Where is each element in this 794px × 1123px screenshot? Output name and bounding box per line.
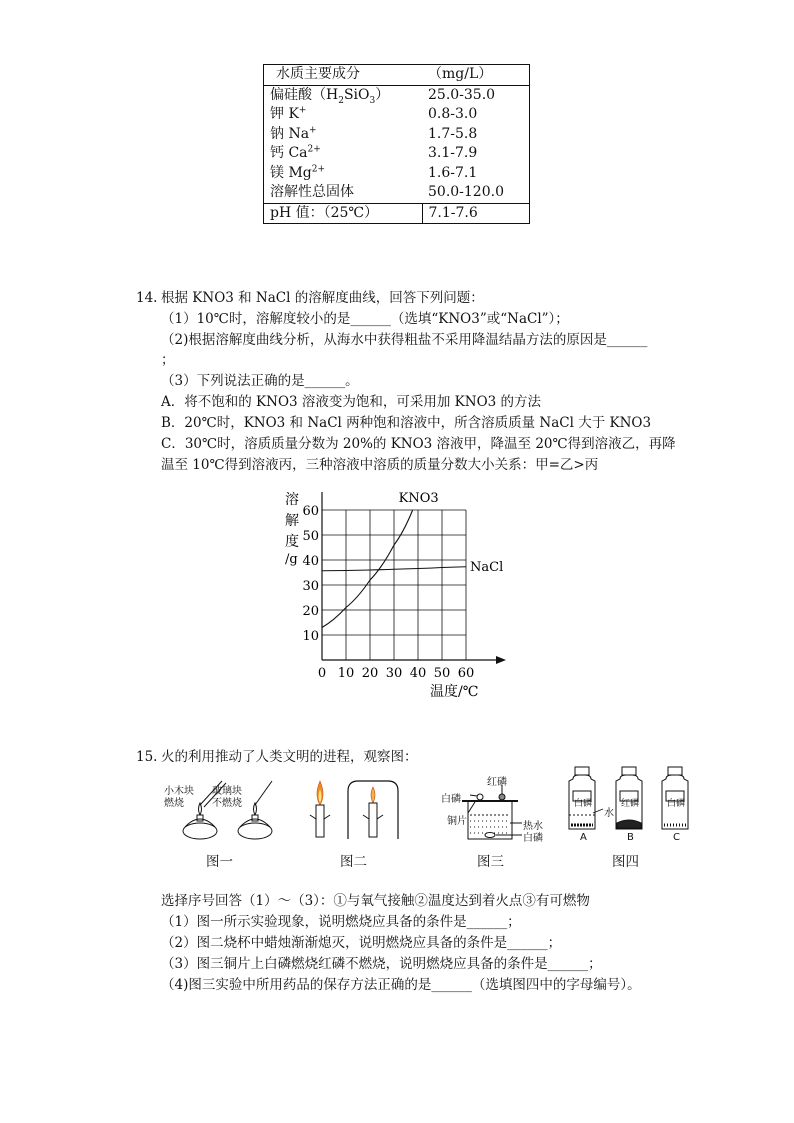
x-axis-arrow (496, 656, 506, 664)
q15-number: 15. (136, 749, 158, 765)
table-cell-value: 3.1-7.9 (428, 145, 478, 161)
fig3-caption: 图三 (477, 854, 504, 870)
y-tick-label: 10 (302, 629, 319, 644)
x-tick-label: 50 (433, 666, 451, 681)
table-footer-row (264, 203, 530, 224)
y-tick-label: 20 (302, 604, 319, 619)
y-tick-label: 60 (302, 504, 319, 519)
table-cell-value: 25.0-35.0 (428, 86, 496, 103)
fig2-caption: 图二 (340, 854, 367, 870)
chart-axes (322, 492, 506, 664)
fig4-bottle-c-label: 白磷 (667, 799, 686, 809)
fig1-right-label: 玻璃块不燃烧 (212, 786, 242, 809)
q14-part2-tail: ； (161, 352, 175, 368)
y-axis-label-char4: /g (285, 552, 298, 567)
chart-series (322, 491, 503, 628)
q15-stem: 火的利用推动了人类文明的进程，观察图： (161, 749, 418, 765)
q14-option-a: A．将不饱和的 KNO3 溶液变为饱和，可采用加 KNO3 的方法 (161, 394, 542, 410)
q14-part2: （2)根据溶解度曲线分析，从海水中获得粗盐不采用降温结晶方法的原因是______ (161, 332, 648, 348)
x-tick-label: 60 (457, 666, 475, 681)
table-cell-value: 1.7-5.8 (428, 125, 478, 142)
table-cell-value: 7.1-7.6 (428, 204, 478, 221)
fig4-bottle-b-label: 红磷 (621, 799, 640, 809)
q14-part1: （1）10℃时，溶解度较小的是______（选填“KNO3”或“NaCl”）； (161, 311, 569, 327)
fig3-red-phosphorus-label: 红磷 (487, 777, 507, 788)
table-cell-name: 钾 K+ (270, 105, 307, 122)
y-axis-label-char1: 溶 (285, 492, 299, 508)
fig4-bottle-a-label: 白磷 (574, 799, 593, 809)
beaker-with-copper-plate (462, 785, 522, 839)
fig3-copper-label: 铜片 (447, 816, 467, 827)
table-row (264, 85, 530, 105)
q14-option-c-line1: C．30℃时，溶质质量分数为 20%的 KNO3 溶液甲，降温至 20℃得到溶液乙，再降 (161, 436, 676, 452)
q15-instruction: 选择序号回答（1）～（3）：①与氧气接触②温度达到着火点③有可燃物 (161, 893, 590, 909)
table-row (264, 125, 530, 145)
series-label-nacl: NaCl (470, 559, 504, 575)
q15-part3: （3）图三铜片上白磷燃烧红磷不燃烧，说明燃烧应具备的条件是______； (161, 956, 602, 972)
x-tick-label: 20 (361, 666, 379, 681)
fig3-white-phosphorus-label-2: 白磷 (523, 833, 543, 844)
table-row (264, 105, 530, 125)
q14-number: 14. (136, 290, 158, 306)
q14-option-b: B．20℃时，KNO3 和 NaCl 两种饱和溶液中，所含溶质质量 NaCl 大于 KNO3 (161, 415, 652, 431)
chart-grid (322, 510, 466, 660)
x-tick-label: 40 (409, 666, 427, 681)
chart-ticks (302, 504, 474, 681)
open-candle (310, 781, 330, 837)
table-cell-value: 1.6-7.1 (428, 164, 478, 181)
table-cell-name: pH 值：（25℃） (264, 203, 423, 224)
q14-stem: 根据 KNO3 和 NaCl 的溶解度曲线，回答下列问题： (161, 290, 484, 306)
q14-part3: （3）下列说法正确的是______。 (161, 373, 359, 389)
fig1-caption: 图一 (206, 854, 233, 870)
fig4-water-label: 水 (604, 808, 614, 819)
fig4-letter-b: B (627, 832, 634, 843)
table-cell-name: 钠 Na+ (270, 124, 317, 142)
figure-2 (300, 775, 410, 845)
y-axis-label-char2: 解 (285, 513, 299, 529)
table-cell-name: 钙 $Ca^{2+}$ (270, 144, 321, 161)
fig4-letter-c: C (673, 832, 680, 843)
y-tick-label: 40 (302, 554, 319, 569)
table-cell-name: 偏硅酸$(H_2SiO_3)$ (270, 86, 390, 106)
x-axis-label: 温度/℃ (430, 684, 479, 700)
covered-candle (348, 781, 398, 839)
fig4-letter-a: A (580, 832, 587, 843)
table-cell-name: 溶解性总固体 (270, 184, 354, 200)
table-header-name: 水质主要成分 (276, 66, 360, 82)
fig3-hot-water-label: 热水 (523, 821, 543, 832)
y-axis-label-char3: 度 (285, 534, 299, 550)
fig4-caption: 图四 (612, 854, 639, 870)
table-cell-value: 0.8-3.0 (428, 106, 478, 122)
x-tick-label: 0 (317, 666, 327, 681)
table-header-unit: （mg/L） (428, 66, 493, 82)
table-row (264, 144, 530, 164)
table-header-row (264, 65, 530, 86)
water-quality-table (263, 64, 530, 224)
fig1-left-label: 小木块燃烧 (164, 786, 194, 809)
solubility-chart (280, 480, 520, 705)
alcohol-lamp-right (238, 781, 272, 839)
y-tick-label: 30 (302, 579, 319, 594)
x-tick-label: 10 (337, 666, 355, 681)
table-cell-value: 50.0-120.0 (428, 184, 504, 200)
q15-part1: （1）图一所示实验现象，说明燃烧应具备的条件是______； (161, 914, 521, 930)
fig3-white-phosphorus-label: 白磷 (441, 794, 461, 805)
series-label-kno3: KNO3 (398, 491, 439, 506)
q15-part4: （4)图三实验中所用药品的保存方法正确的是______（选填图四中的字母编号）。 (161, 977, 641, 993)
q15-part2: （2）图二烧杯中蜡烛渐渐熄灭，说明燃烧应具备的条件是______； (161, 935, 562, 951)
y-tick-label: 50 (302, 529, 319, 544)
table-row (264, 183, 530, 203)
table-cell-name: 镁 $Mg^{2+}$ (270, 163, 326, 181)
x-tick-label: 30 (385, 666, 403, 681)
q14-option-c-line2: 温至 10℃得到溶液丙，三种溶液中溶质的质量分数大小关系：甲=乙>丙 (161, 457, 599, 473)
table-row (264, 164, 530, 184)
